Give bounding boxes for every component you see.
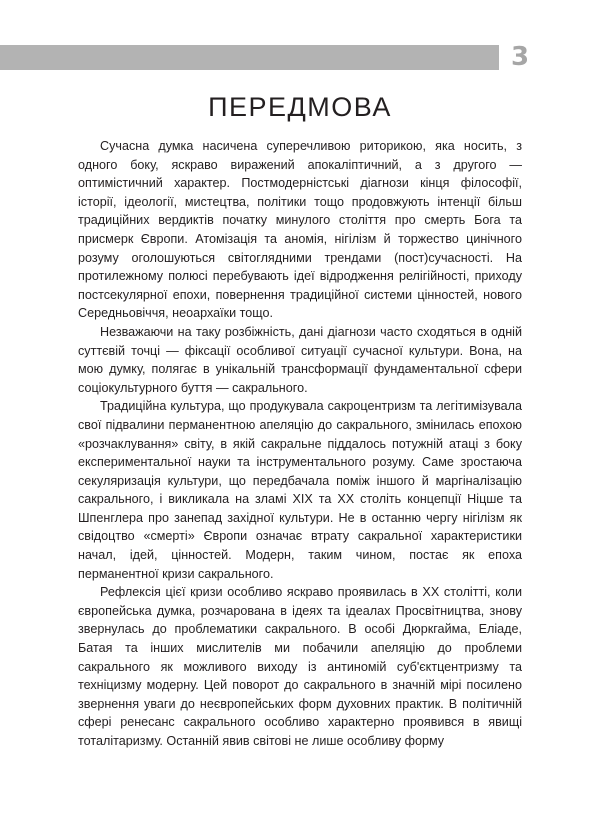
paragraph: Незважаючи на таку розбіжність, дані діагнози часто сходяться в одній суттєвій точці — фіксації особливої ситуації сучасної культури. Вона, на мою думку, полягає в унікальній трансформації фундаментальної сфери соціокультурного буття — сакрального. <box>78 324 522 395</box>
paragraph: Сучасна думка насичена суперечливою риторикою, яка носить, з одного боку, яскраво виражений апокаліптичний, а з другого — оптимістичний характер. Постмодерністські діагнози кінця філософії, історії, ідеології, мистецтва, політики тощо продовжують інтенції більш традиційних вердиктів початку минулого століття про смерть Бога та присмерк Європи. Атомізація та аномія, нігілізм й торжество цинічного розуму оголошуються світоглядними трендами (пост)сучасності. На протилежному полюсі перебувають ідеї відродження релігійності, приходу постсекулярної епохи, повернення традиційної системи цінностей, нового Середньовіччя, неоархаїки тощо. <box>78 139 522 321</box>
paragraph: Рефлексія цієї кризи особливо яскраво проявилась в XX столітті, коли європейська думка, розчарована в ідеях та ідеалах Просвітництва, знову звернулась до проблематики сакрального. В особі Дюркгайма, Еліаде, Батая та інших мислителів ми побачили апеляцію до проблеми сакрального як можливого виходу із антиномій суб'єктцентризму та техніцизму модерну. Цей поворот до сакрального в значній мірі посилено звернення уваги до неєвропейських форм духовних практик. В політичній сфері ренесанс сакрального особливо характерно проявився в явищі тоталітаризму. Останній явив світові не лише особливу форму <box>78 585 522 748</box>
page-number: 3 <box>510 42 530 72</box>
header-bar <box>0 45 499 70</box>
body-text <box>78 137 522 751</box>
page-title: ПЕРЕДМОВА <box>208 92 392 122</box>
paragraph: Традиційна культура, що продукувала сакроцентризм та легітимізувала свої підвалини перманентною апеляцію до сакрального, змінилась епохою «розчаклування» світу, в якій сакральне піддалось потужній атаці з боку експериментальної науки та інструментального розуму. Саме зростаюча секуляризація культури, що передбачала поміж іншого й маргіналізацію сакрального, і викликала на зламі XIX та XX століть концепції Ніцше та Шпенглера про занепад західної культури. Не в останню чергу нігілізм як свідоцтво «смерті» Європи означає втрату сакральної характеристики начал, ідей, цінностей. Модерн, таким чином, постає як епоха перманентної кризи сакрального. <box>78 399 522 581</box>
